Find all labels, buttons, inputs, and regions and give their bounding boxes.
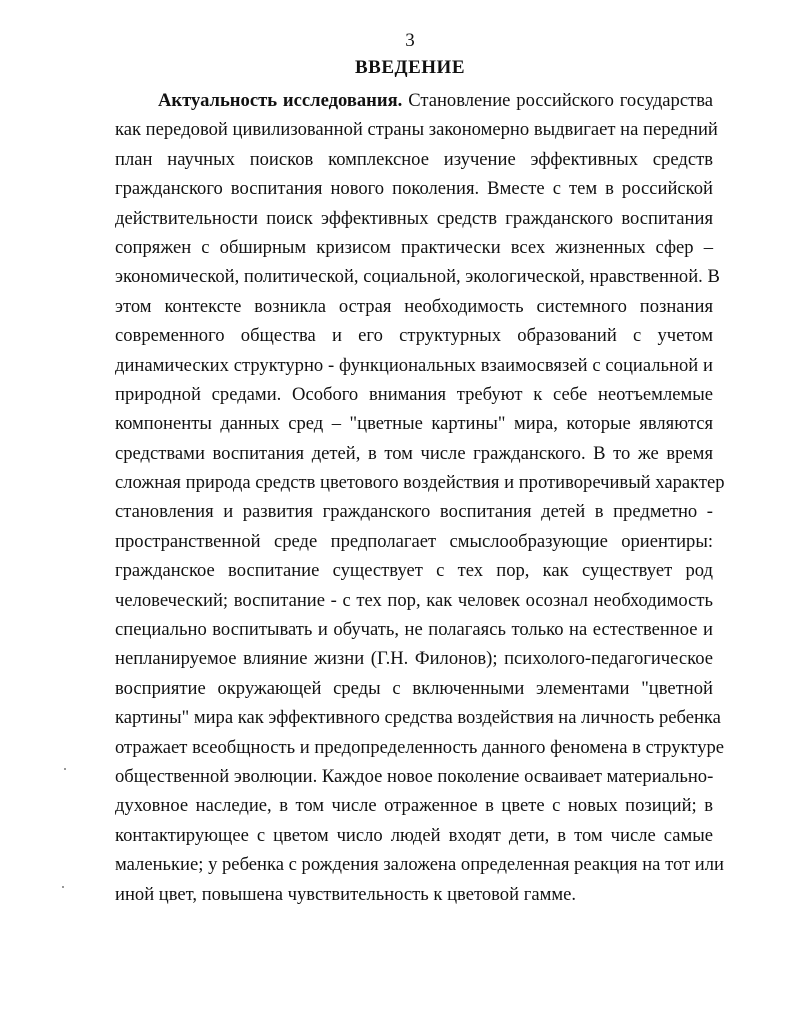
text-line: отражает всеобщность и предопределенность данного феномена в структуре	[115, 736, 725, 758]
text-line: сопряжен с обширным кризисом практически всех жизненных сфер –	[115, 236, 713, 258]
text-line: гражданское воспитание существует с тех пор, как существует род	[115, 560, 713, 582]
scan-speck	[62, 886, 64, 888]
text-line: сложная природа средств цветового воздействия и противоречивый характер	[115, 472, 725, 494]
text-line: специально воспитывать и обучать, не полагаясь только на естественное и	[115, 619, 713, 641]
page-number: 3	[405, 30, 415, 51]
text-line: динамических структурно - функциональных взаимосвязей с социальной и	[115, 354, 713, 376]
text-line: человеческий; воспитание - с тех пор, как человек осознал необходимость	[115, 589, 713, 611]
text-line-rest: Становление российского государства	[402, 90, 713, 111]
text-line: экономической, политической, социальной, экологической, нравственной. В	[115, 266, 720, 288]
text-line: картины" мира как эффективного средства воздействия на личность ребенка	[115, 707, 721, 729]
text-line: этом контексте возникла острая необходимость системного познания	[115, 295, 713, 317]
body-paragraph	[115, 86, 725, 909]
text-line: как передовой цивилизованной страны закономерно выдвигает на передний	[115, 119, 718, 141]
section-heading: ВВЕДЕНИЕ	[355, 57, 465, 78]
text-line: духовное наследие, в том числе отраженное в цвете с новых позиций; в	[115, 795, 713, 817]
text-line: гражданского воспитания нового поколения. Вместе с тем в российской	[115, 178, 713, 200]
text-line: природной средами. Особого внимания требуют к себе неотъемлемые	[115, 383, 713, 405]
text-line: современного общества и его структурных образований с учетом	[115, 325, 713, 347]
scan-speck	[64, 768, 66, 770]
text-line: иной цвет, повышена чувствительность к цветовой гамме.	[115, 883, 577, 905]
text-line: восприятие окружающей среды с включенными элементами "цветной	[115, 677, 713, 699]
text-line: компоненты данных сред – "цветные картины" мира, которые являются	[115, 413, 713, 435]
text-line: план научных поисков комплексное изучение эффективных средств	[115, 148, 713, 170]
text-line: пространственной среде предполагает смыслообразующие ориентиры:	[115, 530, 713, 552]
text-line: действительности поиск эффективных средств гражданского воспитания	[115, 207, 713, 229]
text-line	[115, 86, 713, 115]
text-line: маленькие; у ребенка с рождения заложена определенная реакция на тот или	[115, 854, 724, 876]
text-line: общественной эволюции. Каждое новое поколение осваивает материально-	[115, 765, 714, 787]
text-line: становления и развития гражданского воспитания детей в предметно -	[115, 501, 713, 523]
text-line: контактирующее с цветом число людей входят дети, в том числе самые	[115, 824, 713, 846]
lead-phrase: Актуальность исследования.	[158, 90, 403, 111]
text-line: непланируемое влияние жизни (Г.Н. Филонов); психолого-педагогическое	[115, 648, 713, 670]
text-line: средствами воспитания детей, в том числе гражданского. В то же время	[115, 442, 713, 464]
